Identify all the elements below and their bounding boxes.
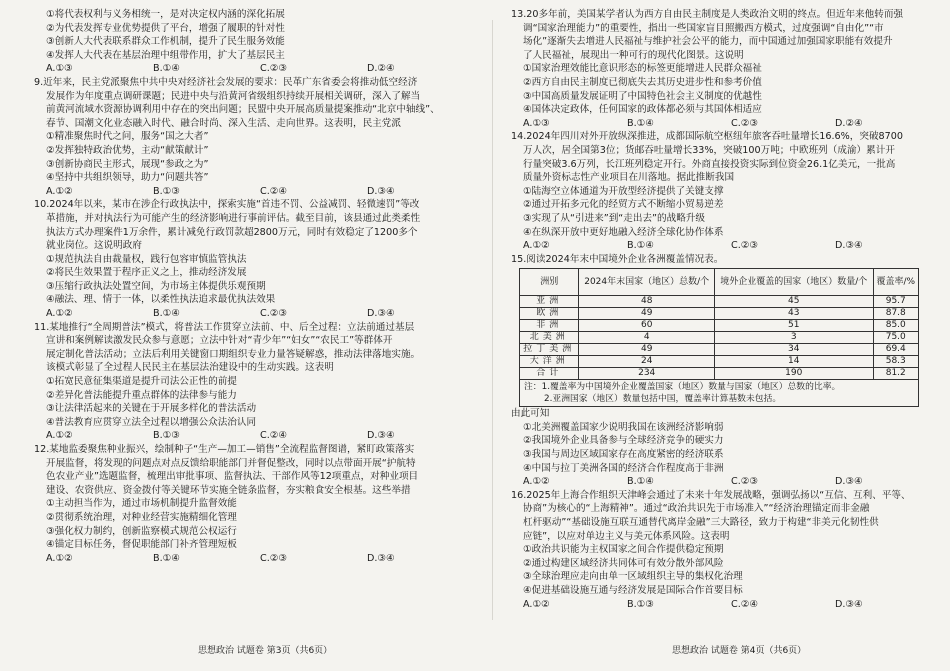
q10-stem: 就业岗位。这说明政府 [46, 240, 142, 252]
cell: 亚洲 [520, 296, 579, 308]
option-b[interactable]: B.①④ [153, 63, 180, 75]
q14-item: ②通过开拓多元化的经贸方式不断缩小贸易逆差 [523, 199, 724, 211]
option-b[interactable]: B.①④ [627, 476, 654, 488]
q14-stem: 万人次，居全国第3位；货邮吞吐量增长33%，突破100万吨；中欧班列（成渝）累计开 [523, 144, 895, 156]
q9-stem: 前黄河流域水资源协调利用中存在的突出问题；民盟中央开展高质量提案推动“北京中轴线”、 [46, 104, 440, 116]
cell: 45 [714, 296, 873, 308]
option-c[interactable]: C.②③ [731, 240, 758, 252]
q16-item: ③全球治理应走向由单一区域组织主导的集权化治理 [523, 571, 743, 583]
q10-options [34, 307, 474, 321]
q10-stem: 10.2024年以来，某市在涉企行政执法中，探索实施“首违不罚、公益减罚、轻微速罚”等改 [34, 199, 420, 211]
table-row [520, 296, 919, 308]
q9-stem: 春节、国潮文化业态融入时代、融合时尚、深入生活、走向世界。这表明，民主党派 [46, 117, 401, 129]
header-region: 洲别 [520, 269, 579, 296]
q14-stem: 质量外资标志性产业项目在川落地。据此推断我国 [523, 172, 735, 184]
option-b[interactable]: B.①④ [627, 240, 654, 252]
option-c[interactable]: C.②④ [260, 185, 287, 197]
q12-item: ①主动担当作为，通过市场机制提升监督效能 [46, 498, 237, 510]
cell: 24 [579, 356, 715, 368]
q11-stem: 该模式彰显了全过程人民民主在基层法治建设中的生动实践。这表明 [46, 362, 334, 374]
q9-item: ③创新协商民主形式，展现“参政之为” [46, 158, 209, 170]
q8-tail [34, 8, 474, 76]
right-page-footer: 思想政治 试题卷 第4页（共6页） [672, 646, 807, 656]
table-row [520, 308, 919, 320]
cell: 北美洲 [520, 332, 579, 344]
question-16 [511, 489, 939, 611]
q12-item: ③强化权力制约，创新监察模式规范公权运行 [46, 525, 237, 537]
option-b[interactable]: B.①③ [153, 430, 180, 442]
cell: 190 [714, 368, 873, 380]
q15-lead: 由此可知 [511, 408, 550, 420]
option-a[interactable]: A.①③ [46, 63, 73, 75]
q10-item: ③压缩行政执法处置空间，为市场主体提供乐观预期 [46, 280, 266, 292]
option-d[interactable]: D.③④ [835, 240, 863, 252]
question-13 [511, 8, 939, 130]
page-divider [492, 20, 493, 620]
option-d[interactable]: D.②④ [835, 117, 863, 129]
cell: 87.8 [873, 308, 918, 320]
table-row [520, 344, 919, 356]
option-a[interactable]: A.①③ [523, 117, 550, 129]
cell: 大洋洲 [520, 356, 579, 368]
q10-item: ①规范执法自由裁量权，践行包容审慎监管执法 [46, 253, 247, 265]
option-c[interactable]: C.②③ [260, 552, 287, 564]
q13-item: ①国家治理效能比意识形态的标签更能增进人民群众福祉 [523, 63, 762, 75]
cell: 85.0 [873, 320, 918, 332]
q8-options [34, 62, 474, 76]
option-d[interactable]: D.③④ [367, 552, 395, 564]
option-d[interactable]: D.③④ [835, 476, 863, 488]
q12-stem: 色农业产业”选题监督，梳理出审批事项、监督执法、干部作风等12项重点，对种业项目 [46, 471, 419, 483]
q15-item: ①北美洲覆盖国家少说明我国在该洲经济影响弱 [523, 421, 724, 433]
cell: 拉丁美洲 [520, 344, 579, 356]
q12-stem: 开展监督，将发现的问题点对点反馈给职能部门并督促整改，同时以点带面开展“护航特 [46, 457, 416, 469]
q16-stem: 协商”为核心的“上海精神”。通过“政治共识先于市场准入”“经济治理锚定而非金融 [523, 503, 870, 515]
q13-stem: 调“国家治理能力”的重要性，指出一些国家盲目照搬西方模式，过度强调“自由化”“市 [523, 22, 884, 34]
q16-stem: 16.2025年上海合作组织天津峰会通过了未来十年发展战略，强调弘扬以“互信、互利、平等、 [511, 489, 911, 501]
table-row [520, 332, 919, 344]
q10-item: ④融法、理、情于一体，以柔性执法追求最优执法效果 [46, 294, 276, 306]
q8-item: ②为代表发挥专业优势提供了平台，增强了履职的针对性 [46, 22, 285, 34]
left-page-footer: 思想政治 试题卷 第3页（共6页） [198, 646, 333, 656]
q12-item: ②贯彻系统治理，对种业经营实施精细化管理 [46, 511, 237, 523]
cell: 43 [714, 308, 873, 320]
option-a[interactable]: A.①② [523, 598, 550, 610]
cell: 合计 [520, 368, 579, 380]
q15-item: ②我国境外企业具备参与全球经济竞争的硬实力 [523, 435, 724, 447]
option-b[interactable]: B.①④ [153, 308, 180, 320]
table-row-total [520, 368, 919, 380]
option-b[interactable]: B.①③ [627, 598, 654, 610]
cell: 58.3 [873, 356, 918, 368]
option-b[interactable]: B.①③ [153, 185, 180, 197]
q10-stem: 执法方式办理案件1万余件，累计减免行政罚款超2800万元，同时有效稳定了1200多个 [46, 226, 418, 238]
header-covered: 境外企业覆盖的国家（地区）数量/个 [714, 269, 873, 296]
cell: 60 [579, 320, 715, 332]
table-note: 注：1.覆盖率为中国境外企业覆盖国家（地区）数量与国家（地区）总数的比率。 [524, 382, 841, 393]
option-c[interactable]: C.②④ [731, 598, 758, 610]
option-b[interactable]: B.①④ [153, 552, 180, 564]
option-b[interactable]: B.①④ [627, 117, 654, 129]
q8-item: ①将代表权利与义务相统一，是对决定权内涵的深化拓展 [46, 9, 285, 20]
q15-item: ④中国与拉丁美洲各国的经济合作程度高于非洲 [523, 462, 724, 474]
q13-item: ④国体决定政体，任何国家的政体都必须与其国体相适应 [523, 104, 762, 116]
q9-stem: 9.近年来，民主党派聚焦中共中央对经济社会发展的要求：民革广东省委会将推动低空经济 [34, 76, 418, 88]
question-15 [511, 253, 939, 489]
q11-item: ③让法律活起来的关键在于开展多样化的普法活动 [46, 403, 257, 415]
cell: 34 [714, 344, 873, 356]
q13-item: ②西方自由民主制度已彻底失去其历史进步性和参考价值 [523, 76, 762, 88]
q13-stem: 了人民福祉，展现出一种可行的现代化图景。这说明 [523, 49, 744, 61]
q15-stem: 15.阅读2024年末中国境外企业各洲覆盖情况表。 [511, 253, 724, 265]
q15-options [511, 475, 939, 489]
q14-stem: 14.2024年四川对外开放纵深推进，成都国际航空枢纽年旅客吞吐量增长16.6%，突破8700 [511, 131, 903, 143]
coverage-table [519, 268, 919, 380]
q10-item: ②将民生效果置于程序正义之上，推动经济发展 [46, 267, 247, 279]
q8-item: ③创新人大代表联系群众工作机制，提升了民生服务效能 [46, 36, 285, 48]
option-d[interactable]: D.③④ [367, 308, 395, 320]
cell: 95.7 [873, 296, 918, 308]
q9-options [34, 185, 474, 199]
q11-stem: 11.某地推行“全周期普法”模式，将普法工作贯穿立法前、中、后全过程：立法前通过基层 [34, 321, 415, 333]
question-14 [511, 130, 939, 252]
cell: 75.0 [873, 332, 918, 344]
q14-item: ①陆海空立体通道为开放型经济提供了关键支撑 [523, 185, 724, 197]
q13-stem: 13.20多年前，美国某学者认为西方自由民主制度是人类政治文明的终点。但近年来他转而强 [511, 9, 904, 20]
q9-item: ①精准聚焦时代之问，服务“国之大者” [46, 131, 209, 143]
q12-stem: 建设、农资供应、资金拨付等关键环节实施全链条监督，夯实粮食安全根基。这些举措 [46, 484, 411, 496]
question-10 [34, 198, 474, 320]
cell: 非洲 [520, 320, 579, 332]
right-page [511, 8, 939, 611]
option-a[interactable]: A.①② [46, 552, 73, 564]
q16-item: ④促进基础设施互通与经济发展是国际合作首要目标 [523, 585, 743, 596]
option-c[interactable]: C.②③ [731, 476, 758, 488]
q9-item: ④坚持中共组织领导，助力“问题共答” [46, 172, 209, 184]
question-12 [34, 443, 474, 565]
option-d[interactable]: D.③④ [835, 598, 863, 610]
q16-stem: 应链”，以应对单边主义与美元体系风险。这表明 [523, 530, 730, 542]
left-page [34, 8, 474, 565]
table-row [520, 356, 919, 368]
q13-options [511, 117, 939, 131]
cell: 49 [579, 308, 715, 320]
q11-stem: 宣讲和案例解读激发民众参与意愿；立法中针对“青少年”“妇女”“农民工”等群体开 [46, 335, 393, 347]
table-header-row [520, 269, 919, 296]
cell: 4 [579, 332, 715, 344]
q11-options [34, 429, 474, 443]
cell: 234 [579, 368, 715, 380]
option-a[interactable]: A.①② [46, 185, 73, 197]
q8-item: ④发挥人大代表在基层治理中组带作用，扩大了基层民主 [46, 49, 285, 61]
q12-item: ④锚定目标任务，督促职能部门补齐管理短板 [46, 539, 237, 551]
q11-item: ④普法教育应贯穿立法全过程以增强公众法治认同 [46, 416, 257, 428]
option-a[interactable]: A.①② [46, 308, 73, 320]
cell: 3 [714, 332, 873, 344]
q14-item: ④在纵深开放中更好地融入经济全球化协作体系 [523, 226, 724, 238]
option-a[interactable]: A.①② [523, 476, 550, 488]
question-9 [34, 76, 474, 198]
q11-item: ②差异化普法能提升重点群体的法律参与能力 [46, 389, 237, 401]
q9-stem: 发展作为年度重点调研课题；民进中央与沿黄河省级组织持续开展相关调研，深入了解当 [46, 90, 421, 102]
cell: 81.2 [873, 368, 918, 380]
option-c[interactable]: C.②③ [260, 308, 287, 320]
q16-options [511, 598, 939, 612]
option-c[interactable]: C.②③ [731, 117, 758, 129]
q9-item: ②发挥独特政治优势，主动“献策献计” [46, 144, 209, 156]
q12-options [34, 552, 474, 566]
cell: 51 [714, 320, 873, 332]
q10-stem: 革措施，并对执法行为可能产生的经济影响进行事前评估。截至目前，该县通过此类柔性 [46, 212, 421, 224]
table-row [520, 320, 919, 332]
option-d[interactable]: D.②④ [367, 63, 395, 75]
table-notes [519, 380, 919, 407]
cell: 69.4 [873, 344, 918, 356]
option-d[interactable]: D.③④ [367, 185, 395, 197]
q14-stem: 行量突破3.6万列，长江班列稳定开行。外商直接投资实际到位资金26.1亿美元，一批高 [523, 158, 896, 170]
q13-item: ③中国高质量发展证明了中国特色社会主义制度的优越性 [523, 90, 762, 102]
cell: 14 [714, 356, 873, 368]
q14-item: ③实现了从“引进来”到“走出去”的战略升级 [523, 212, 705, 224]
q12-stem: 12.某地监委聚焦种业振兴，绘制种子“生产—加工—销售”全流程监督图谱，紧盯政策落实 [34, 444, 415, 455]
question-11 [34, 321, 474, 443]
option-a[interactable]: A.①② [523, 240, 550, 252]
option-c[interactable]: C.②④ [260, 430, 287, 442]
table-note: 2.亚洲国家（地区）数量包括中国，覆盖率计算基数未包括。 [544, 394, 782, 405]
q13-stem: 场化”逐渐失去增进人民福祉与维护社会公平的能力，而中国通过加强国家职能有效提升 [523, 36, 893, 48]
q11-stem: 展定制化普法活动；立法后利用关键窗口期组织专业力量答疑解惑，推动法律落地实施。 [46, 348, 421, 360]
q16-stem: 杠杆驱动”“基础设施互联互通替代离岸金融”三大路径，致力于构建“非美元化韧性供 [523, 517, 879, 529]
q16-item: ②通过构建区域经济共同体可有效分散外部风险 [523, 557, 724, 569]
cell: 48 [579, 296, 715, 308]
cell: 49 [579, 344, 715, 356]
q14-options [511, 239, 939, 253]
q11-item: ①拓宽民意征集渠道是提升司法公正性的前提 [46, 376, 237, 388]
header-rate: 覆盖率/% [873, 269, 918, 296]
q16-item: ①政治共识能为主权国家之间合作提供稳定预期 [523, 544, 724, 556]
cell: 欧洲 [520, 308, 579, 320]
header-total: 2024年末国家（地区）总数/个 [579, 269, 715, 296]
option-d[interactable]: D.③④ [367, 430, 395, 442]
q15-item: ③我国与周边区域国家存在高度紧密的经济联系 [523, 449, 724, 461]
option-a[interactable]: A.①② [46, 430, 73, 442]
option-c[interactable]: C.②③ [260, 63, 287, 75]
